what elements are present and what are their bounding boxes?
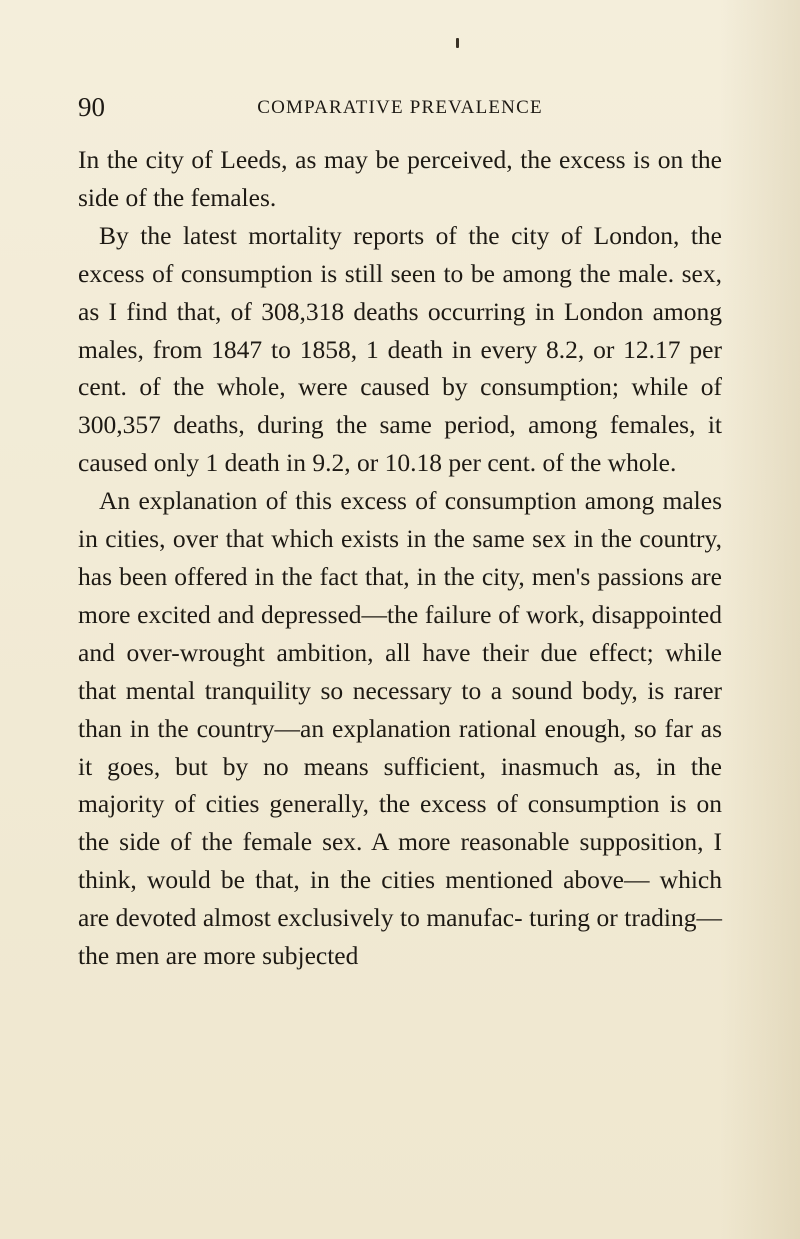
page-header xyxy=(78,92,722,122)
paragraph-1: In the city of Leeds, as may be perceived, the excess is on the side of the females. xyxy=(78,145,722,212)
ink-speck xyxy=(456,38,459,48)
paragraph-2: By the latest mortality reports of the city of London, the excess of consumption is still seen to be among the male. sex, as I find that, of 308,318 deaths occurring in London among males, from 1847 to 1858, 1 death in every 8.2, or 12.17 per cent. of the whole, were caused by consumption; while of 300,357 deaths, during the same period, among females, it caused only 1 death in 9.2, or 10.18 per cent. of the whole. xyxy=(78,220,722,478)
body-text xyxy=(78,141,722,975)
page-number: 90 xyxy=(78,92,105,122)
running-head: COMPARATIVE PREVALENCE xyxy=(257,97,543,118)
paragraph-3: An explanation of this excess of consumption among males in cities, over that which exists in the same sex in the country, has been offered in the fact that, in the city, men's passions are more excited and depressed—the failure of work, disappointed and over-wrought ambition, all have their due effect; while that mental tranquility so necessary to a sound body, is rarer than in the country—an explanation rational enough, so far as it goes, but by no means sufficient, inasmuch as, in the majority of cities generally, the excess of consumption is on the side of the female sex. A more reasonable supposition, I think, would be that, in the cities mentioned above— which are devoted almost exclusively to manufac- turing or trading—the men are more subjected xyxy=(78,486,722,971)
